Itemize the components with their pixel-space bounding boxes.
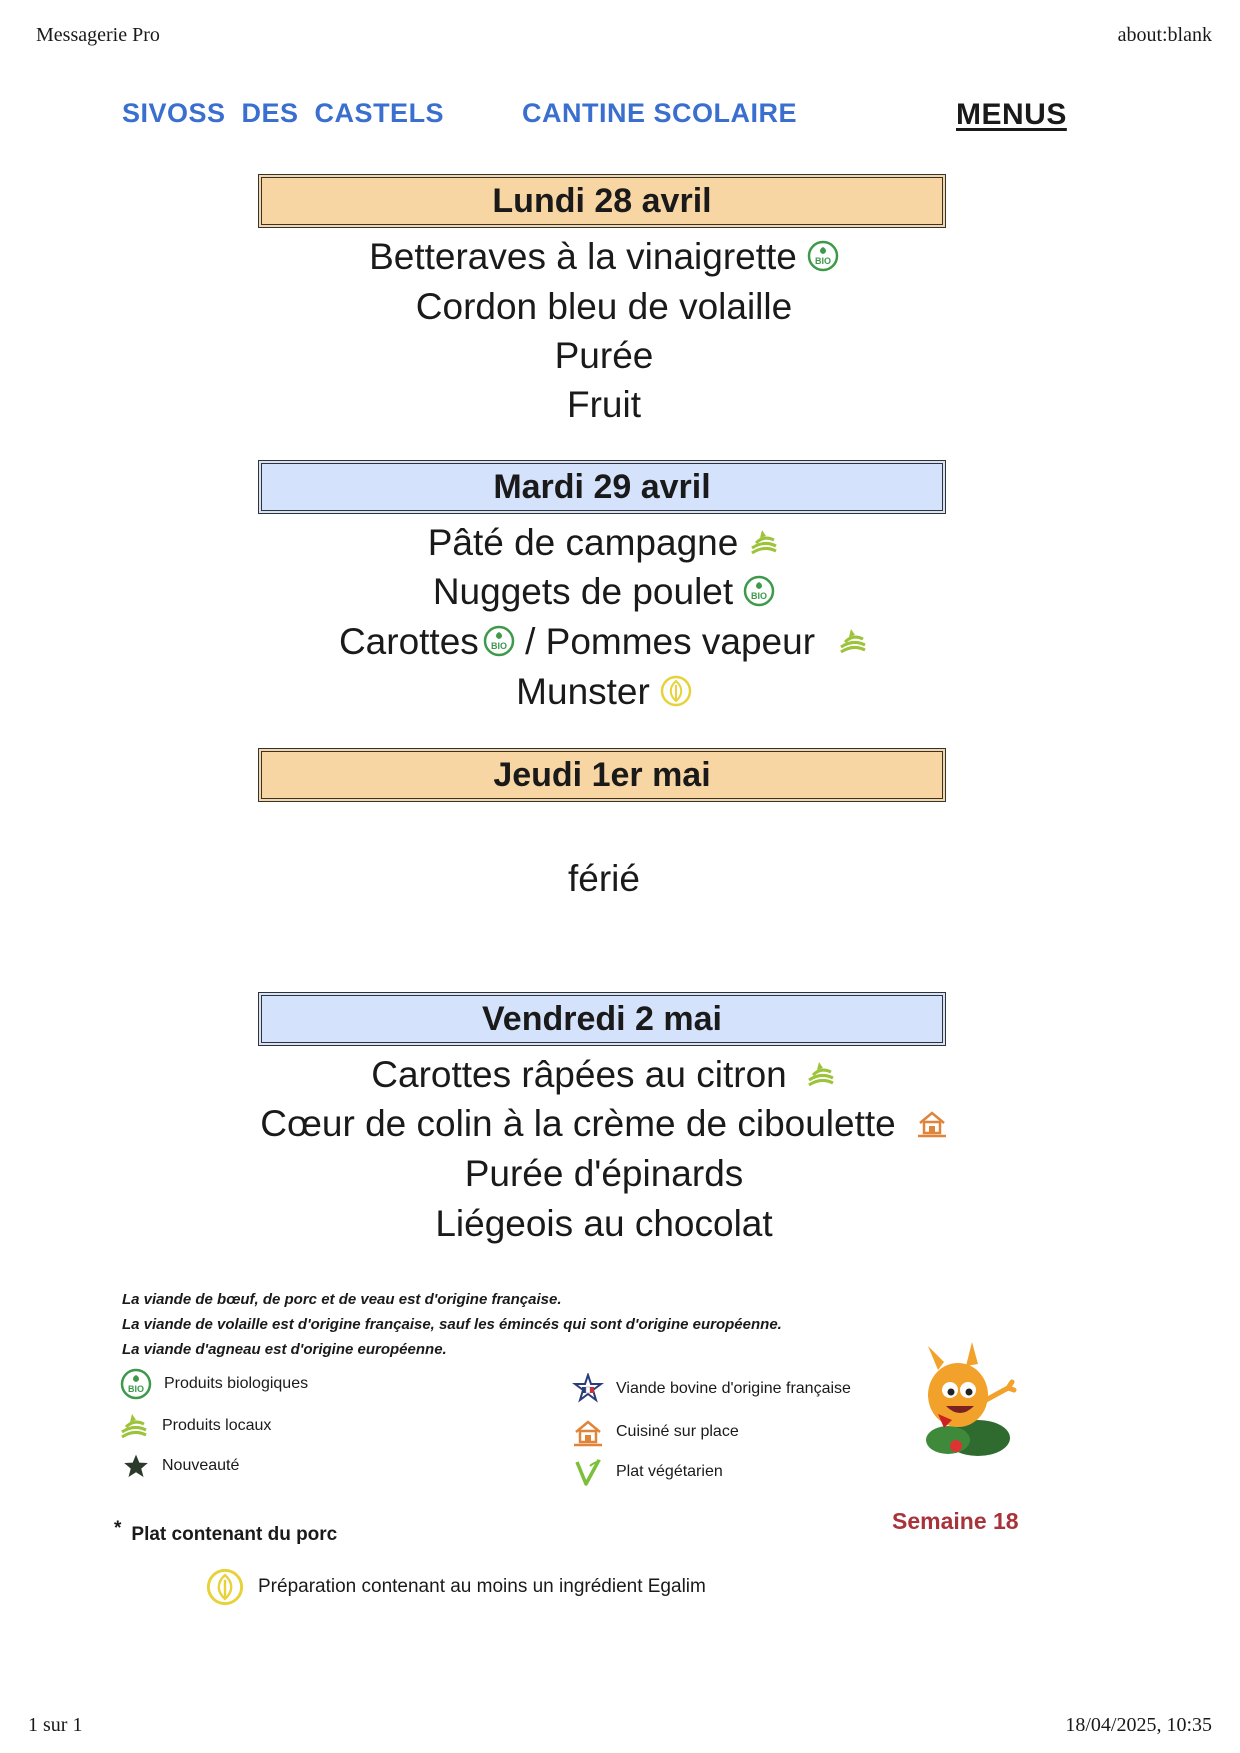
- legend-label: Produits biologiques: [164, 1375, 309, 1392]
- local-icon: [748, 526, 780, 558]
- porc-note-label: Plat contenant du porc: [131, 1524, 338, 1545]
- origin-notes: [122, 1287, 782, 1362]
- dish-label: Pâté de campagne: [427, 522, 739, 563]
- local-icon: [118, 1410, 150, 1442]
- dish: [0, 518, 1208, 568]
- page-title: MENUS: [956, 98, 1067, 131]
- legend-local: [118, 1410, 271, 1442]
- legend-label: Nouveauté: [162, 1457, 240, 1474]
- local-icon: [837, 625, 869, 657]
- dish: [0, 617, 1208, 667]
- mascot-icon: [908, 1340, 1018, 1460]
- bio-icon: [807, 240, 839, 272]
- legend-beef: [572, 1373, 851, 1405]
- origin-note: La viande de volaille est d'origine française, sauf les émincés qui sont d'origine européenne.: [122, 1316, 782, 1333]
- week-label: Semaine 18: [892, 1508, 1019, 1534]
- local-icon: [805, 1058, 837, 1090]
- dish-label: Cœur de colin à la crème de ciboulette: [260, 1103, 896, 1144]
- day-header-tuesday: Mardi 29 avril: [258, 460, 946, 514]
- legend-veg: [572, 1456, 723, 1488]
- legend-new: [122, 1452, 239, 1480]
- print-url: about:blank: [1117, 24, 1212, 46]
- origin-note: La viande d'agneau est d'origine européenne.: [122, 1341, 447, 1358]
- org-name: SIVOSS DES CASTELS: [122, 98, 445, 128]
- day-header-friday: Vendredi 2 mai: [258, 992, 946, 1046]
- dish: [0, 667, 1208, 717]
- dish: [0, 232, 1208, 282]
- dish: Fruit: [567, 384, 641, 425]
- dish: [0, 1099, 1208, 1149]
- day-header-monday: Lundi 28 avril: [258, 174, 946, 228]
- dish: Cordon bleu de volaille: [415, 286, 793, 327]
- veg-icon: [572, 1456, 604, 1488]
- dish-label: / Pommes vapeur: [514, 621, 816, 662]
- bio-icon: [483, 625, 515, 657]
- dish-label: Carottes: [338, 621, 479, 662]
- egalim-icon: [660, 675, 692, 707]
- legend-bio: [120, 1368, 308, 1400]
- legend-onsite: [572, 1416, 739, 1448]
- dish-label: Betteraves à la vinaigrette: [369, 236, 797, 277]
- service-name: CANTINE SCOLAIRE: [522, 98, 798, 128]
- print-datetime: 18/04/2025, 10:35: [1065, 1714, 1212, 1736]
- legend-label: Plat végétarien: [616, 1463, 723, 1480]
- dish: férié: [568, 858, 640, 899]
- bio-icon: [743, 575, 775, 607]
- asterisk-mark: *: [114, 1518, 122, 1539]
- dish-label: Nuggets de poulet: [432, 571, 734, 612]
- porc-note: [114, 1518, 338, 1546]
- print-app-name: Messagerie Pro: [36, 24, 160, 46]
- dish: Purée: [554, 335, 654, 376]
- dish: [0, 1050, 1208, 1100]
- dish-label: Munster: [516, 671, 650, 712]
- bio-icon: [120, 1368, 152, 1400]
- star-icon: [122, 1452, 150, 1480]
- legend-label: Viande bovine d'origine française: [616, 1380, 851, 1397]
- legend-label: Produits locaux: [162, 1417, 272, 1434]
- legend-label: Cuisiné sur place: [616, 1423, 739, 1440]
- dish: Liégeois au chocolat: [435, 1203, 773, 1244]
- egalim-note: [206, 1568, 706, 1606]
- day-header-thursday: Jeudi 1er mai: [258, 748, 946, 802]
- dish: Purée d'épinards: [464, 1153, 744, 1194]
- dish: [0, 567, 1208, 617]
- onsite-icon: [916, 1107, 948, 1139]
- dish-label: Carottes râpées au citron: [371, 1054, 787, 1095]
- origin-note: La viande de bœuf, de porc et de veau est d'origine française.: [122, 1291, 562, 1308]
- print-page-count: 1 sur 1: [28, 1714, 83, 1736]
- egalim-icon: [206, 1568, 244, 1606]
- onsite-icon: [572, 1416, 604, 1448]
- egalim-note-label: Préparation contenant au moins un ingrédient Egalim: [258, 1576, 706, 1597]
- beef-icon: [572, 1373, 604, 1405]
